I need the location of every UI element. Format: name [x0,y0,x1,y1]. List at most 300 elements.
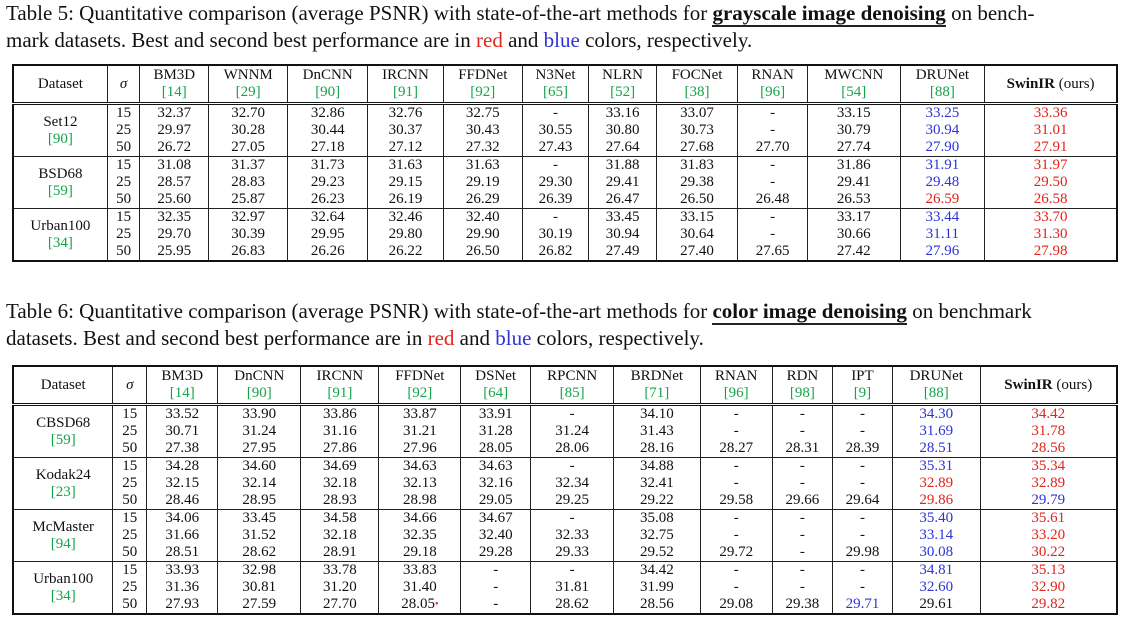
psnr-value: 35.34 [1031,458,1066,474]
psnr-value: 31.21 [402,423,437,439]
psnr-value: - [799,458,805,474]
psnr-value: 31.99 [639,579,674,595]
value-cell [832,510,892,528]
value-cell [892,458,980,476]
sigma-cell: 15 [107,209,140,227]
psnr-value: 29.79 [1031,492,1066,508]
psnr-value: - [799,562,805,578]
value-cell [980,596,1117,614]
psnr-value: 29.23 [310,174,345,190]
method-header [443,65,522,104]
psnr-value: 27.18 [310,139,345,155]
psnr-value: 32.75 [465,105,500,121]
value-cell [980,458,1117,476]
value-cell [589,209,657,227]
psnr-value: - [733,406,739,422]
value-cell [832,423,892,440]
psnr-value: 33.44 [925,209,960,225]
table-row [13,492,1117,510]
psnr-value: 26.58 [1033,191,1068,207]
value-cell [288,122,368,139]
value-cell [738,243,808,261]
psnr-value: 28.06 [555,440,590,456]
value-cell [461,562,531,580]
value-cell [656,104,737,123]
caption-red-word: red [476,28,503,52]
value-cell [209,226,288,243]
dataset-cell [13,157,107,209]
value-cell [656,191,737,209]
method-name: DRUNet [909,368,963,384]
value-cell [656,226,737,243]
psnr-value: 29.41 [836,174,871,190]
value-cell [614,596,700,614]
psnr-value: 35.13 [1031,562,1066,578]
psnr-value: 31.81 [555,579,590,595]
value-cell [443,226,522,243]
psnr-value: 34.42 [1031,406,1066,422]
psnr-value: 32.60 [919,579,954,595]
psnr-value: 29.50 [1033,174,1068,190]
method-ref: [29] [235,84,261,100]
value-cell [700,492,772,510]
psnr-value: - [733,527,739,543]
value-cell [531,562,614,580]
value-cell [985,122,1117,139]
method-name: RNAN [751,67,794,83]
psnr-value: - [799,406,805,422]
psnr-value: - [553,157,559,173]
psnr-value: 27.74 [836,139,871,155]
dataset-name: Urban100 [30,217,91,234]
value-cell [443,191,522,209]
psnr-value: 30.37 [388,122,423,138]
value-cell [531,475,614,492]
table-row [13,579,1117,596]
value-cell [209,157,288,175]
psnr-value: 32.76 [388,105,423,121]
table-row [13,191,1117,209]
psnr-value: - [569,562,575,578]
value-cell [368,122,444,139]
method-header [614,366,700,405]
value-cell [379,579,461,596]
caption-text: colors, respectively. [579,28,753,52]
psnr-value: 27.12 [388,139,423,155]
psnr-value: 29.48 [925,174,960,190]
psnr-value: - [799,544,805,560]
psnr-value: 26.39 [538,191,573,207]
psnr-value: 28.46 [165,492,200,508]
swinir-name: SwinIR [1004,376,1053,393]
psnr-value: 29.80 [388,226,423,242]
value-cell [147,475,218,492]
value-cell [614,492,700,510]
value-cell [832,440,892,458]
psnr-value: 34.63 [478,458,513,474]
value-cell [614,544,700,562]
psnr-value: 33.83 [402,562,437,578]
psnr-value: 26.29 [465,191,500,207]
value-cell [147,596,218,614]
method-ref: [9] [853,385,872,401]
red-dot-mark: • [434,599,439,610]
psnr-value: 33.17 [836,209,871,225]
psnr-value: 33.78 [322,562,357,578]
header-row [13,366,1117,405]
value-cell [980,527,1117,544]
value-cell [140,209,209,227]
psnr-value: - [799,475,805,491]
value-cell [614,510,700,528]
method-ref: [64] [483,385,509,401]
psnr-value: 33.45 [605,209,640,225]
value-cell [980,440,1117,458]
psnr-value: 32.33 [555,527,590,543]
method-ref: [91] [327,385,353,401]
value-cell [985,139,1117,157]
method-header [209,65,288,104]
method-ref: [96] [760,84,786,100]
psnr-value: 29.98 [845,544,880,560]
value-cell [461,579,531,596]
psnr-value: 27.42 [836,243,871,259]
value-cell [589,139,657,157]
psnr-value: 29.70 [157,226,192,242]
value-cell [301,527,379,544]
value-cell [589,104,657,123]
method-name: N3Net [535,67,576,83]
value-cell [522,191,589,209]
value-cell [808,174,901,191]
value-cell [140,226,209,243]
table-body [13,104,1117,262]
value-cell [461,527,531,544]
value-cell [656,209,737,227]
sigma-cell: 50 [107,191,140,209]
psnr-value: 31.28 [478,423,513,439]
value-cell [209,174,288,191]
method-name: RPCNN [547,368,598,384]
psnr-value: 28.62 [242,544,277,560]
value-cell [832,405,892,424]
psnr-value: 34.10 [639,406,674,422]
method-name: RNAN [714,368,758,384]
psnr-value: 29.33 [555,544,590,560]
psnr-value: - [770,122,776,138]
value-cell [892,579,980,596]
value-cell [379,475,461,492]
psnr-value: 33.15 [836,105,871,121]
value-cell [301,423,379,440]
psnr-value: 33.91 [478,406,513,422]
psnr-value: 29.82 [1031,596,1066,612]
value-cell [700,475,772,492]
value-cell [892,405,980,424]
dataset-name: Urban100 [33,570,94,587]
value-cell [147,440,218,458]
psnr-value: 32.40 [465,209,500,225]
value-cell [147,510,218,528]
value-cell [209,243,288,261]
value-cell [368,139,444,157]
value-cell [461,475,531,492]
method-ref: [92] [407,385,433,401]
method-name: DSNet [475,368,517,384]
psnr-value: 27.38 [165,440,200,456]
value-cell [379,440,461,458]
method-header [892,366,980,405]
psnr-value: - [859,510,865,526]
value-cell [985,191,1117,209]
sigma-cell: 25 [107,174,140,191]
value-cell [772,544,832,562]
dataset-ref: [59] [47,182,73,199]
value-cell [368,174,444,191]
psnr-value: 34.60 [242,458,277,474]
psnr-value: 32.35 [157,209,192,225]
psnr-value: - [859,458,865,474]
psnr-value: 31.83 [680,157,714,173]
value-cell [700,405,772,424]
table-row [13,104,1117,123]
value-cell [301,579,379,596]
psnr-value: 30.81 [242,579,277,595]
sigma-cell: 50 [107,243,140,261]
method-header [301,366,379,405]
value-cell [140,243,209,261]
psnr-value: - [733,423,739,439]
value-cell [738,104,808,123]
dataset-name: McMaster [32,518,95,535]
value-cell [461,510,531,528]
method-ref: [98] [789,385,815,401]
value-cell [700,544,772,562]
dataset-cell [13,405,113,458]
value-cell [443,122,522,139]
psnr-value: 28.93 [322,492,357,508]
value-cell [772,562,832,580]
caption-text: datasets. Best and second best performance are in [6,326,428,350]
psnr-value: 29.95 [310,226,345,242]
value-cell [522,243,589,261]
psnr-value: 26.59 [925,191,960,207]
value-cell [147,579,218,596]
psnr-value: - [569,406,575,422]
value-cell [522,122,589,139]
method-ref: [96] [723,385,749,401]
method-ref: [71] [644,385,670,401]
psnr-value: 34.63 [402,458,437,474]
table-row [13,139,1117,157]
psnr-value: 27.65 [755,243,790,259]
value-cell [656,174,737,191]
caption-emphasis: grayscale image denoising [712,1,946,25]
method-ref: [90] [246,385,272,401]
psnr-value: 29.38 [785,596,820,612]
value-cell [379,458,461,476]
value-cell [531,527,614,544]
table-header [13,366,1117,405]
value-cell [892,440,980,458]
swinir-suffix: (ours) [1054,75,1095,92]
value-cell [980,492,1117,510]
table5-grayscale-denoising [12,64,1118,262]
psnr-value: 32.89 [919,475,954,491]
value-cell [147,562,218,580]
value-cell [147,492,218,510]
value-cell [288,139,368,157]
psnr-value: 32.14 [242,475,277,491]
value-cell [900,226,985,243]
psnr-value: 30.71 [165,423,200,439]
value-cell [288,157,368,175]
psnr-value: 33.52 [165,406,200,422]
psnr-value: 29.05 [478,492,513,508]
psnr-value: - [493,596,499,612]
value-cell [209,139,288,157]
table-row [13,226,1117,243]
caption-blue-word: blue [495,326,532,350]
value-cell [772,579,832,596]
method-ref: [85] [559,385,585,401]
table-row [13,440,1117,458]
dataset-header: Dataset [13,65,107,104]
psnr-value: 26.26 [310,243,345,259]
psnr-value: 27.59 [242,596,277,612]
psnr-value: 34.28 [165,458,200,474]
caption-blue-word: blue [543,28,580,52]
value-cell [531,440,614,458]
psnr-value: 27.90 [925,139,960,155]
value-cell [772,475,832,492]
psnr-value: 29.41 [605,174,640,190]
value-cell [443,104,522,123]
psnr-value: 25.95 [157,243,192,259]
value-cell [700,458,772,476]
caption-text: colors, respectively. [531,326,704,350]
value-cell [614,423,700,440]
value-cell [892,475,980,492]
psnr-value: 26.53 [836,191,871,207]
psnr-value: 33.20 [1031,527,1066,543]
method-name: BM3D [161,368,204,384]
psnr-value: 29.97 [157,122,192,138]
value-cell [892,492,980,510]
value-cell [832,492,892,510]
value-cell [892,423,980,440]
value-cell [700,510,772,528]
table-row [13,510,1117,528]
psnr-value: - [770,174,776,190]
value-cell [985,174,1117,191]
dataset-name: Kodak24 [35,466,91,483]
psnr-value: - [799,510,805,526]
psnr-value: 29.38 [680,174,714,190]
psnr-value: 26.82 [538,243,573,259]
value-cell [985,157,1117,175]
value-cell [700,423,772,440]
value-cell [700,596,772,614]
table6-color-denoising [12,365,1118,615]
value-cell [589,122,657,139]
value-cell [772,510,832,528]
psnr-value: 29.71 [845,596,880,612]
value-cell [301,596,379,614]
psnr-value: 30.43 [465,122,500,138]
value-cell [589,157,657,175]
psnr-value: 31.37 [231,157,266,173]
value-cell [808,243,901,261]
psnr-value: - [859,475,865,491]
method-name: MWCNN [824,67,884,83]
psnr-value: 28.57 [157,174,192,190]
psnr-value: - [733,562,739,578]
value-cell [301,492,379,510]
method-name: RDN [786,368,819,384]
value-cell [832,475,892,492]
psnr-value: 31.24 [555,423,590,439]
value-cell [218,544,301,562]
sigma-header: σ [107,65,140,104]
psnr-value: 34.88 [639,458,674,474]
psnr-value: 28.62 [555,596,590,612]
psnr-value: 30.64 [680,226,714,242]
method-header [700,366,772,405]
sigma-cell: 25 [107,122,140,139]
psnr-value: 29.58 [719,492,754,508]
value-cell [522,226,589,243]
psnr-value: 32.16 [478,475,513,491]
psnr-value: 34.66 [402,510,437,526]
dataset-name: CBSD68 [36,414,91,431]
table-row [13,544,1117,562]
psnr-value: 30.28 [231,122,266,138]
psnr-value: 27.05 [231,139,266,155]
caption-text: on bench- [945,1,1035,25]
psnr-value: 32.41 [639,475,674,491]
method-ref: [14] [169,385,195,401]
psnr-value: - [733,510,739,526]
psnr-value: 28.56 [639,596,674,612]
psnr-value: 32.34 [555,475,590,491]
psnr-value: 29.22 [639,492,674,508]
dataset-cell [13,510,113,562]
value-cell [614,458,700,476]
value-cell [301,510,379,528]
psnr-value: 30.94 [925,122,960,138]
psnr-value: - [733,579,739,595]
psnr-value: 30.79 [836,122,871,138]
value-cell [218,492,301,510]
value-cell [461,596,531,614]
value-cell [656,122,737,139]
psnr-value: 35.40 [919,510,954,526]
sigma-cell: 25 [113,423,147,440]
swinir-suffix: (ours) [1052,376,1093,393]
value-cell [985,226,1117,243]
method-header [379,366,461,405]
value-cell [140,122,209,139]
psnr-value: 28.16 [639,440,674,456]
value-cell [368,209,444,227]
value-cell [700,440,772,458]
psnr-value: 27.95 [242,440,277,456]
psnr-value: - [770,209,776,225]
value-cell [379,527,461,544]
value-cell [900,243,985,261]
value-cell [985,104,1117,123]
